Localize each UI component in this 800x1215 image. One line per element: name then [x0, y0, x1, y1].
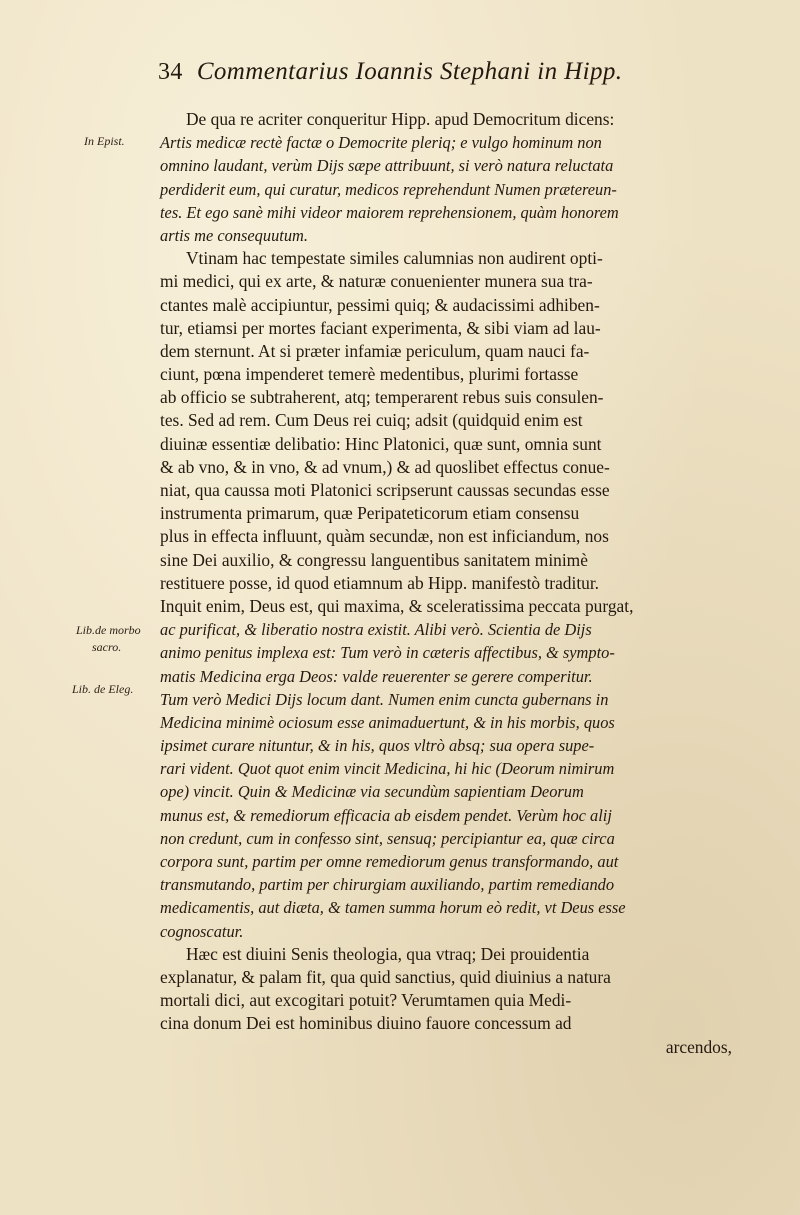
text-line: plus in effecta influunt, quàm secundæ, non est inficiandum, nos [160, 526, 609, 547]
text-line: perdiderit eum, qui curatur, medicos reprehendunt Numen prætereun- [160, 179, 617, 199]
text-line: non credunt, cum in confesso sint, sensuq; percipiantur ea, quæ circa [160, 828, 615, 848]
text-line: instrumenta primarum, quæ Peripateticorum etiam consensu [160, 503, 580, 524]
text-line: munus est, & remediorum efficacia ab eisdem pendet. Verùm hoc alij [160, 805, 612, 825]
text-line: animo penitus implexa est: Tum verò in cæteris affectibus, & sympto- [160, 643, 615, 663]
text-line: explanatur, & palam fit, qua quid sanctius, quid diuinius a natura [160, 966, 611, 987]
margin-note: sacro. [92, 640, 122, 654]
text-line: mortali dici, aut excogitari potuit? Verumtamen quia Medi- [160, 990, 572, 1011]
text-line: De qua re acriter conqueritur Hipp. apud Democritum dicens: [186, 109, 615, 129]
text-line: dem sternunt. At si præter infamiæ periculum, quam nauci fa- [160, 340, 590, 361]
text-line: niat, qua caussa moti Platonici scripserunt caussas secundas esse [160, 480, 610, 500]
text-line: mi medici, qui ex arte, & naturæ conuenienter munera sua tra- [160, 271, 593, 292]
text-line: Vtinam hac tempestate similes calumnias non audirent opti- [186, 248, 603, 269]
margin-note: Lib. de Eleg. [72, 682, 134, 696]
page-number: 34 [158, 59, 183, 85]
text-line: Artis medicæ rectè factæ o Democrite pleriq; e vulgo hominum non [160, 133, 602, 153]
text-line: matis Medicina erga Deos: valde reuerenter se gerere comperitur. [160, 666, 593, 686]
text-line: ipsimet curare nituntur, & in his, quos vltrò absq; sua opera supe- [160, 736, 595, 756]
text-line: cina donum Dei est hominibus diuino fauore concessum ad [160, 1013, 572, 1034]
text-line: Tum verò Medici Dijs locum dant. Numen enim cuncta gubernans in [160, 689, 609, 709]
text-line: sine Dei auxilio, & congressu languentibus sanitatem minimè [160, 549, 588, 570]
text-line: medicamentis, aut diæta, & tamen summa horum eò redit, vt Deus esse [160, 898, 626, 918]
text-line: rari vident. Quot quot enim vincit Medicina, hi hic (Deorum nimirum [160, 759, 615, 779]
running-title: Commentarius Ioannis Stephani in Hipp. [196, 58, 623, 85]
text-line: restituere posse, id quod etiamnum ab Hipp. manifestò traditur. [160, 572, 600, 593]
text-line: Hæc est diuini Senis theologia, qua vtraq; Dei prouidentia [186, 943, 590, 964]
margin-note: Lib.de morbo [76, 623, 141, 637]
page-header [158, 58, 718, 86]
text-line: ciunt, pœna impenderet temerè medentibus, plurimi fortasse [160, 364, 579, 385]
text-line: ab officio se subtraherent, atq; temperarent rebus suis consulen- [160, 387, 604, 408]
text-line: tur, etiamsi per mortes faciant experimenta, & sibi viam ad lau- [160, 317, 601, 338]
text-line: tes. Et ego sanè mihi videor maiorem reprehensionem, quàm honorem [160, 202, 619, 222]
text-line: tes. Sed ad rem. Cum Deus rei cuiq; adsit (quidquid enim est [160, 410, 583, 431]
text-line: & ab vno, & in vno, & ad vnum,) & ad quoslibet effectus conue- [160, 456, 610, 477]
text-line: diuinæ essentiæ delibatio: Hinc Platonici, quæ sunt, omnia sunt [160, 433, 602, 454]
text-line: omnino laudant, verùm Dijs sæpe attribuunt, si verò natura reluctata [160, 156, 614, 176]
text-line: artis me consequutum. [160, 225, 308, 245]
text-line: cognoscatur. [160, 921, 244, 941]
text-line: ctantes malè accipiuntur, pessimi quiq; & audacissimi adhiben- [160, 294, 600, 315]
text-line: Inquit enim, Deus est, qui maxima, & sceleratissima peccata purgat, [160, 595, 634, 616]
text-line: ope) vincit. Quin & Medicinæ via secundùm sapientiam Deorum [160, 782, 584, 802]
text-line: ac purificat, & liberatio nostra existit. Alibi verò. Scientia de Dijs [160, 620, 592, 640]
text-line: corpora sunt, partim per omne remediorum genus transformando, aut [160, 852, 619, 871]
text-line: transmutando, partim per chirurgiam auxiliando, partim remediando [160, 875, 615, 895]
text-line: Medicina minimè ociosum esse animaduertunt, & in his morbis, quos [160, 712, 615, 732]
margin-note: In Epist. [84, 134, 125, 148]
text-line: arcendos, [665, 1036, 732, 1057]
body-text [160, 108, 742, 1059]
